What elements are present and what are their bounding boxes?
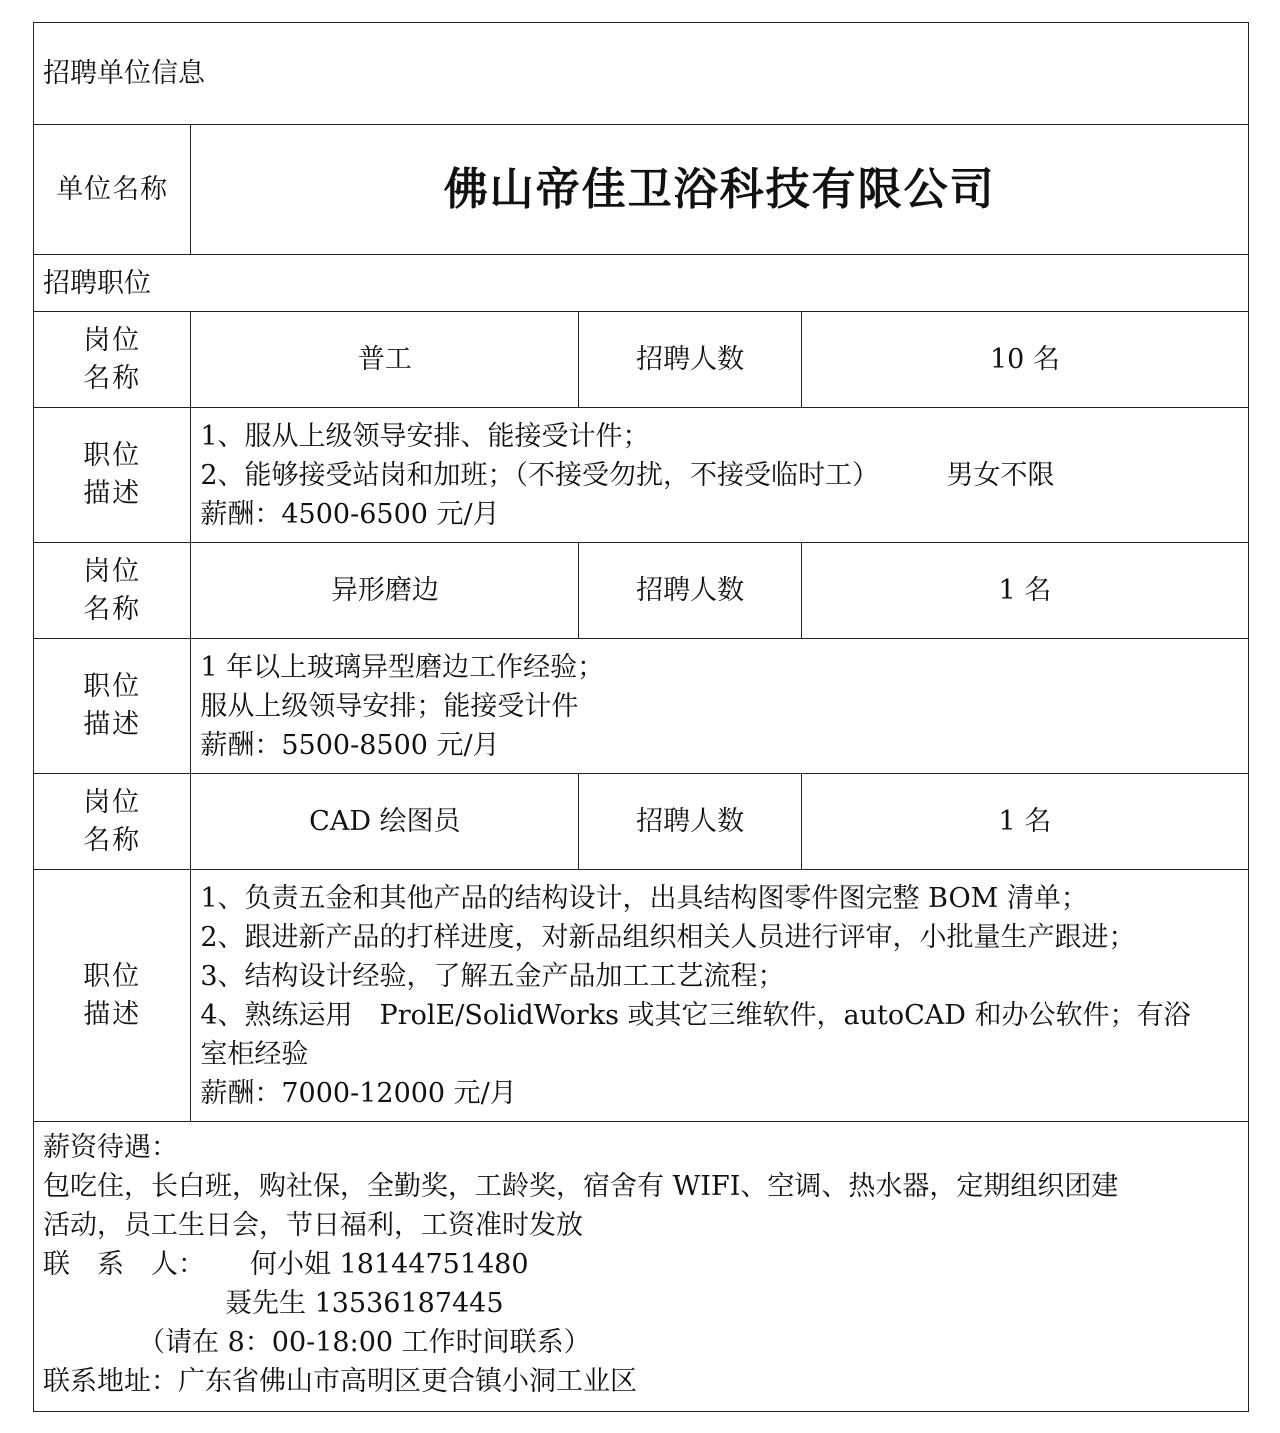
headcount-value: 10 名 [801, 312, 1248, 408]
position-title: 异形磨边 [191, 543, 579, 639]
contact-label: 联 系 人： [43, 1249, 205, 1280]
position-desc-label [34, 870, 191, 1122]
label-line: 岗位 [83, 786, 142, 818]
positions-section-row [34, 255, 1249, 312]
position-description [191, 408, 1249, 543]
address: 联系地址：广东省佛山市高明区更合镇小洞工业区 [43, 1366, 637, 1397]
contact-1: 何小姐 18144751480 [250, 1249, 529, 1280]
benefits-text: 包吃住，长白班，购社保，全勤奖，工龄奖，宿舍有 WIFI、空调、热水器，定期组织团建 [43, 1171, 1119, 1202]
label-line: 名称 [83, 362, 142, 394]
position-name-label [34, 543, 191, 639]
benefits-title: 薪资待遇： [43, 1132, 178, 1163]
position-name-label [34, 312, 191, 408]
recruitment-table [33, 22, 1249, 1412]
label-line: 描述 [83, 709, 142, 740]
headcount-label: 招聘人数 [579, 774, 802, 870]
company-name-row [34, 125, 1249, 255]
position-2-row [34, 543, 1249, 639]
desc-line: 1、服从上级领导安排、能接受计件； [200, 420, 650, 452]
position-title: CAD 绘图员 [191, 774, 579, 870]
position-3-desc-row [34, 870, 1249, 1122]
label-line: 职位 [83, 440, 142, 471]
positions-section-title: 招聘职位 [34, 255, 1249, 312]
position-description [191, 639, 1249, 774]
position-desc-label [34, 639, 191, 774]
benefits-text: 活动，员工生日会，节日福利，工资准时发放 [43, 1210, 583, 1241]
label-line: 名称 [83, 593, 142, 625]
label-line: 职位 [83, 960, 142, 992]
label-line: 描述 [83, 478, 142, 509]
position-name-label [34, 774, 191, 870]
desc-line: 2、跟进新产品的打样进度，对新品组织相关人员进行评审，小批量生产跟进； [200, 921, 1136, 953]
label-line: 职位 [83, 671, 142, 702]
footer-row [34, 1122, 1249, 1412]
company-name-label: 单位名称 [34, 125, 191, 255]
desc-line: 4、熟练运用 ProlE/SolidWorks 或其它三维软件，autoCAD 和办公软件；有浴 [200, 999, 1191, 1031]
headcount-value: 1 名 [801, 543, 1248, 639]
company-section-row [34, 23, 1249, 125]
label-line: 岗位 [83, 555, 142, 587]
contact-hours: （请在 8：00-18:00 工作时间联系） [138, 1327, 591, 1358]
label-line: 岗位 [83, 324, 142, 356]
footer-info [34, 1122, 1249, 1412]
position-3-row [34, 774, 1249, 870]
desc-line: 3、结构设计经验，了解五金产品加工工艺流程； [200, 960, 785, 992]
headcount-label: 招聘人数 [579, 312, 802, 408]
contact-2: 聂先生 13536187445 [225, 1288, 504, 1319]
company-section-title: 招聘单位信息 [34, 23, 1249, 125]
headcount-value: 1 名 [801, 774, 1248, 870]
desc-line: 薪酬：7000-12000 元/月 [200, 1077, 517, 1109]
desc-line: 薪酬：4500-6500 元/月 [200, 498, 500, 530]
headcount-label: 招聘人数 [579, 543, 802, 639]
company-name: 佛山帝佳卫浴科技有限公司 [191, 125, 1249, 255]
position-1-row [34, 312, 1249, 408]
position-1-desc-row [34, 408, 1249, 543]
position-description [191, 870, 1249, 1122]
desc-line: 2、能够接受站岗和加班；（不接受勿扰，不接受临时工） 男女不限 [200, 459, 1055, 491]
contact-line-1 [43, 1245, 1240, 1284]
position-2-desc-row [34, 639, 1249, 774]
desc-line: 服从上级领导安排；能接受计件 [200, 690, 579, 722]
label-line: 名称 [83, 824, 142, 856]
desc-line: 室柜经验 [200, 1038, 309, 1070]
position-desc-label [34, 408, 191, 543]
desc-line: 1、负责五金和其他产品的结构设计，出具结构图零件图完整 BOM 清单； [200, 882, 1088, 914]
position-title: 普工 [191, 312, 579, 408]
desc-line: 1 年以上玻璃异型磨边工作经验； [200, 651, 605, 683]
label-line: 描述 [83, 998, 142, 1030]
desc-line: 薪酬：5500-8500 元/月 [200, 729, 500, 761]
